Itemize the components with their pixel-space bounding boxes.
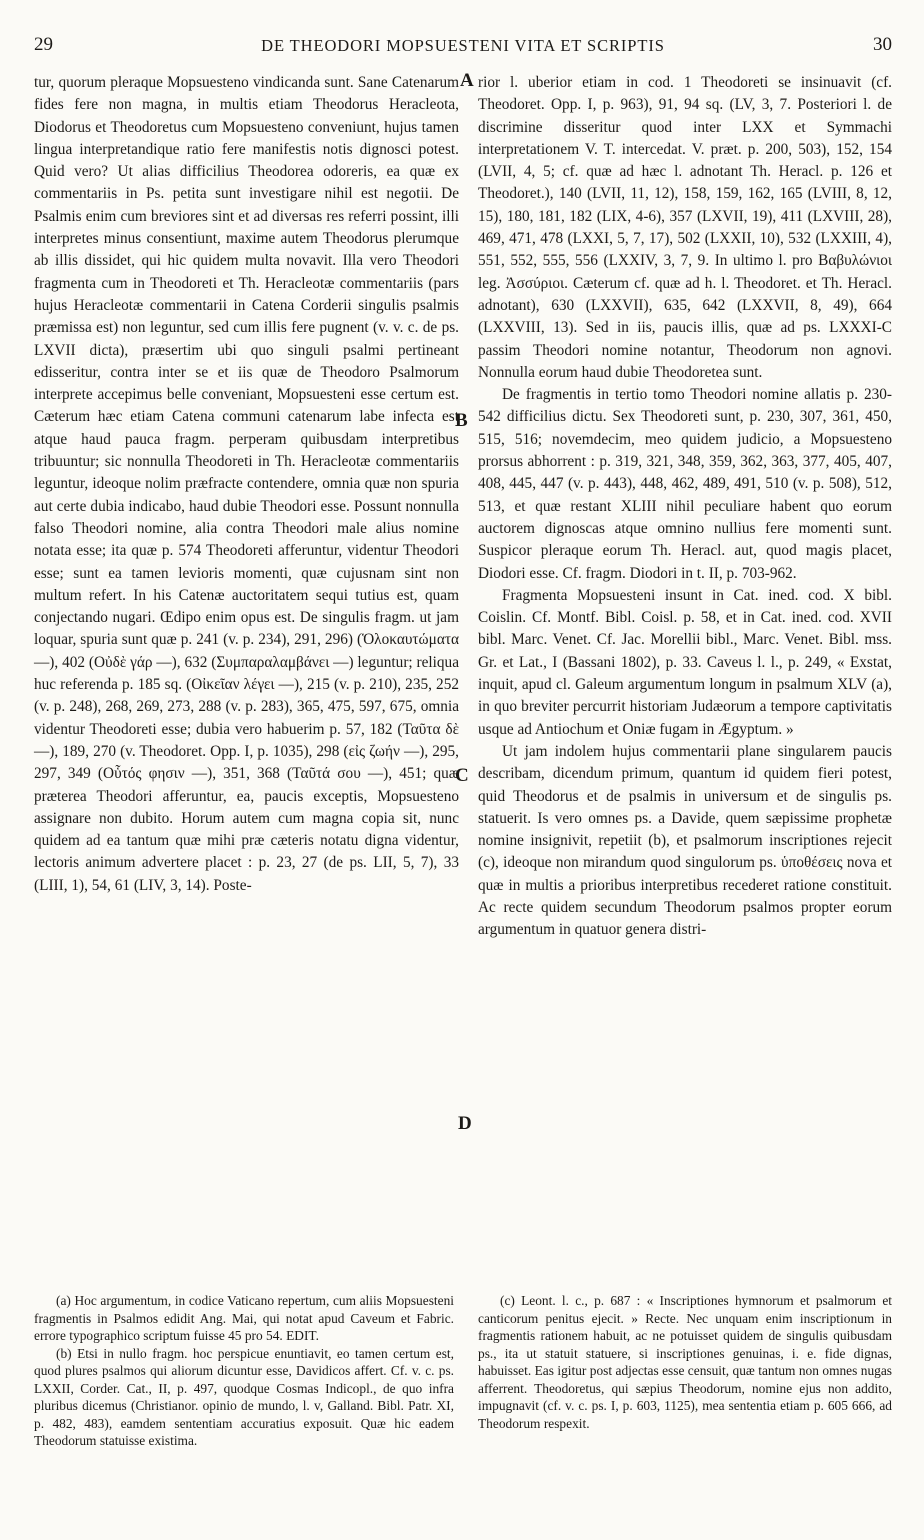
margin-marker-b: B	[455, 410, 468, 431]
left-column	[34, 72, 459, 897]
right-column	[478, 72, 892, 942]
footnote-b: (b) Etsi in nullo fragm. hoc perspicue enuntiavit, eo tamen certum est, quod plures psalmos qui aliorum dicuntur esse, Davidicos affert. Cf. v. c. ps. LXXII, Corder. Cat., II, p. 497, quodque Cosmas Indicopl., de quo infra pluribus dicemus (Christianor. opinio de mundo, l. v, Galland. Bibl. Patr. XI, p. 482, 483), eamdem sententiam accuratius exposuit. Quæ hic eadem Theodorum statuisse existima.	[34, 1345, 454, 1448]
footnotes-left	[34, 1292, 454, 1450]
footnotes-right	[478, 1292, 892, 1432]
left-paragraph-1: tur, quorum pleraque Mopsuesteno vindicanda sunt. Sane Catenarum fides fere non magna, in multis etiam Theodorus Heracleota, Diodorus et Theodoretus cum Mopsuesteno conveniunt, hujus tamen lingua interpretandique ratio fere manifestis notis dignosci potest. Quid vero? Ut alias difficilius Theodorea odoreris, ea quæ ex commentariis in Ps. petita sunt investigare nihil est negotii. De Psalmis enim cum breviores sint et ad diversas res referri possint, illi interpretes minus consentiunt, maxime autem Theodorus plerumque ab illis dissidet, qui hic quidem multa novavit. Illa vero Theodori fragmenta cum in Theodoreti et Th. Heracleotæ commentariis (pars hujus Heracleotæ commentarii in Catena Corderii singulis psalmis præmissa est) non leguntur, sed cum illis fere pugnent (v. v. c. de ps. LXVII dicta), præsertim ubi quo singuli psalmi pertineant edisseritur, contra inter se et iis quæ de Theodoro Psalmorum interprete accepimus belle conveniant, Mopsuesteni esse certum est. Cæterum hæc etiam Catena communi catenarum labe infecta est atque haud pauca fragm. perperam quibusdam interpretibus tribuuntur; sic nonnulla Theodoreti in Th. Heracleotæ commentariis leguntur, ideoque nolim præfracte contendere, omnia quæ non spuria aut certe dubia indicabo, haud dubie Theodori esse. Possunt nonnulla falso Theodori nomine, alia contra Theodori male alius nomine notata esse; ita quæ p. 574 Theodoreti afferuntur, videntur Theodori esse; sunt ea tamen levioris momenti, quæ cujusnam sint non multum refert. In his Catenæ auctoritatem sequi tutius est, quam conjectando nugari. Œdipo enim opus est. De singulis fragm. ut jam loquar, spuria sunt quæ p. 241 (v. p. 234), 291, 296) (Ὁλοκαυτώματα —), 402 (Οὐδὲ γάρ —), 632 (Συμπαραλαμβάνει —) leguntur; reliqua huc referenda p. 185 sq. (Οἰκεῖαν λέγει —), 215 (v. p. 210), 235, 252 (v. p. 248), 268, 269, 273, 288 (v. p. 283), 365, 475, 597, 675, omnia videntur Theodoreti esse; dubia vero habuerim p. 57, 182 (Ταῦτα δὲ —), 189, 270 (v. Theodoret. Opp. I, p. 1035), 298 (εἰς ζωήν —), 295, 297, 349 (Οὗτός φησιν —), 351, 368 (Ταῦτά σου —), 451; quæ præterea Theodori afferuntur, ea, paucis exceptis, Mopsuesteno assignare non dubito. Horum autem cum magna copia sit, nunc quidem ad ea tantum quæ mihi præ cæteris notatu digna videntur, lectoris animum advertere placet : p. 23, 27 (de ps. LII, 5, 7), 33 (LIII, 1), 54, 61 (LIV, 3, 14). Poste-	[34, 74, 459, 894]
running-title: DE THEODORI MOPSUESTENI VITA ET SCRIPTIS	[261, 36, 665, 55]
margin-marker-a: A	[460, 70, 474, 91]
page-number-left: 29	[34, 34, 53, 55]
right-paragraph-3: Fragmenta Mopsuesteni insunt in Cat. ined. cod. X bibl. Coislin. Cf. Montf. Bibl. Coisl. p. 58, et in Cat. ined. cod. XVII bibl. Marc. Venet. Cf. Jac. Morellii bibl., Marc. Venet. Bibl. mss. Gr. et Lat., I (Bassani 1802), p. 33. Caveus l. l., p. 249, « Exstat, inquit, apud cl. Galeum argumentum longum in psalmum XLV (a), in quo breviter percurrit historiam Judæorum a tempore captivitatis usque ad Antiochum et Oniæ fugam in Ægyptum. »	[478, 586, 892, 738]
margin-marker-c: C	[455, 765, 469, 786]
right-paragraph-4: Ut jam indolem hujus commentarii plane singularem paucis describam, dicendum primum, quantum id quidem fieri potest, quid Theodorus et de psalmis in universum et de singulis ps. statuerit. Is vero omnes ps. a Davide, quem sæpissime prophetæ nomine insignivit, repetiit (b), et psalmorum inscriptiones rejecit (c), ideoque non mirandum quod singulorum ps. ὑποθέσεις nova et quæ in multis a prioribus interpretibus recederet ratione constituit. Ac recte quidem secundum Theodorum psalmos propter eorum argumentum in quatuor genera distri-	[478, 742, 892, 939]
right-paragraph-2: De fragmentis in tertio tomo Theodori nomine allatis p. 230-542 difficilius dictu. Sex Theodoreti sunt, p. 230, 307, 361, 450, 515, 516; novemdecim, meo quidem judicio, a Mopsuesteno prorsus abhorrent : p. 319, 321, 348, 359, 362, 363, 377, 405, 407, 408, 445, 447 (v. p. 443), 448, 462, 489, 491, 510 (v. p. 508), 512, 513, et quæ restant XLIII nihil peculiare habent quo eorum auctorem dignoscas atque omnino nullius fere momenti sunt. Suspicor pleraque eorum Th. Heracl. aut, quod magis placet, Diodori esse. Cf. fragm. Diodori in t. II, p. 703-962.	[478, 386, 892, 582]
footnote-a: (a) Hoc argumentum, in codice Vaticano repertum, cum aliis Mopsuesteni fragmentis in Psalmos edidit Ang. Mai, qui notat apud Caveum et Fabric. errore typographico scriptum fuisse 45 pro 54. EDIT.	[34, 1293, 454, 1343]
margin-marker-d: D	[458, 1113, 472, 1134]
footnote-c: (c) Leont. l. c., p. 687 : « Inscriptiones hymnorum et psalmorum et canticorum penitus ejecit. » Recte. Nec unquam enim inscriptionum in fragmentis rationem habuit, ac ne potuisset quidem de singulis quibusdam ps., ita ut statuit statuere, si inscriptiones genuinas, i. e. fide dignas, habuisset. Eas igitur post adjectas esse censuit, quæ tantum non omnes nugas afferrent. Theodoretus, qui sæpius Theodorum, nomine ejus non addito, impugnavit (cf. v. c. ps. I, p. 603, 1125), mea sententia etiam p. 605 666, ad Theodorum respexit.	[478, 1293, 892, 1431]
page-header	[34, 34, 892, 60]
right-paragraph-1: rior l. uberior etiam in cod. 1 Theodoreti se insinuavit (cf. Theodoret. Opp. I, p. 963), 91, 94 sq. (LV, 3, 7. Posteriori l. de discrimine disseritur quod inter LXX et Symmachi interpretationem V. T. intercedat. V. præt. p. 200, 503), 152, 154 (LVII, 4, 5; cf. quæ ad hæc l. adnotant Th. Heracl. p. 126 et Theodoret.), 140 (LVII, 11, 12), 158, 159, 162, 165 (LVIII, 8, 12, 15), 180, 181, 182 (LIX, 4-6), 357 (LXVII, 19), 411 (LXVIII, 28), 469, 471, 478 (LXXI, 5, 7, 17), 502 (LXXII, 10), 532 (LXXIII, 4), 551, 552, 555, 556 (LXXIV, 3, 7, 9. In ultimo l. pro Βαβυλώνιοι leg. Ἀσσύριοι. Cæterum cf. quæ ad h. l. Theodoret. et Th. Heracl. adnotant), 630 (LXXVII), 635, 642 (LXXVII, 8, 49), 664 (LXXVIII, 13). Sed in iis, paucis illis, quæ ad ps. LXXXI-C passim Theodori nomine notantur, Theodorum non agnovi. Nonnulla eorum haud dubie Theodoretea sunt.	[478, 74, 892, 381]
page-number-right: 30	[873, 34, 892, 55]
